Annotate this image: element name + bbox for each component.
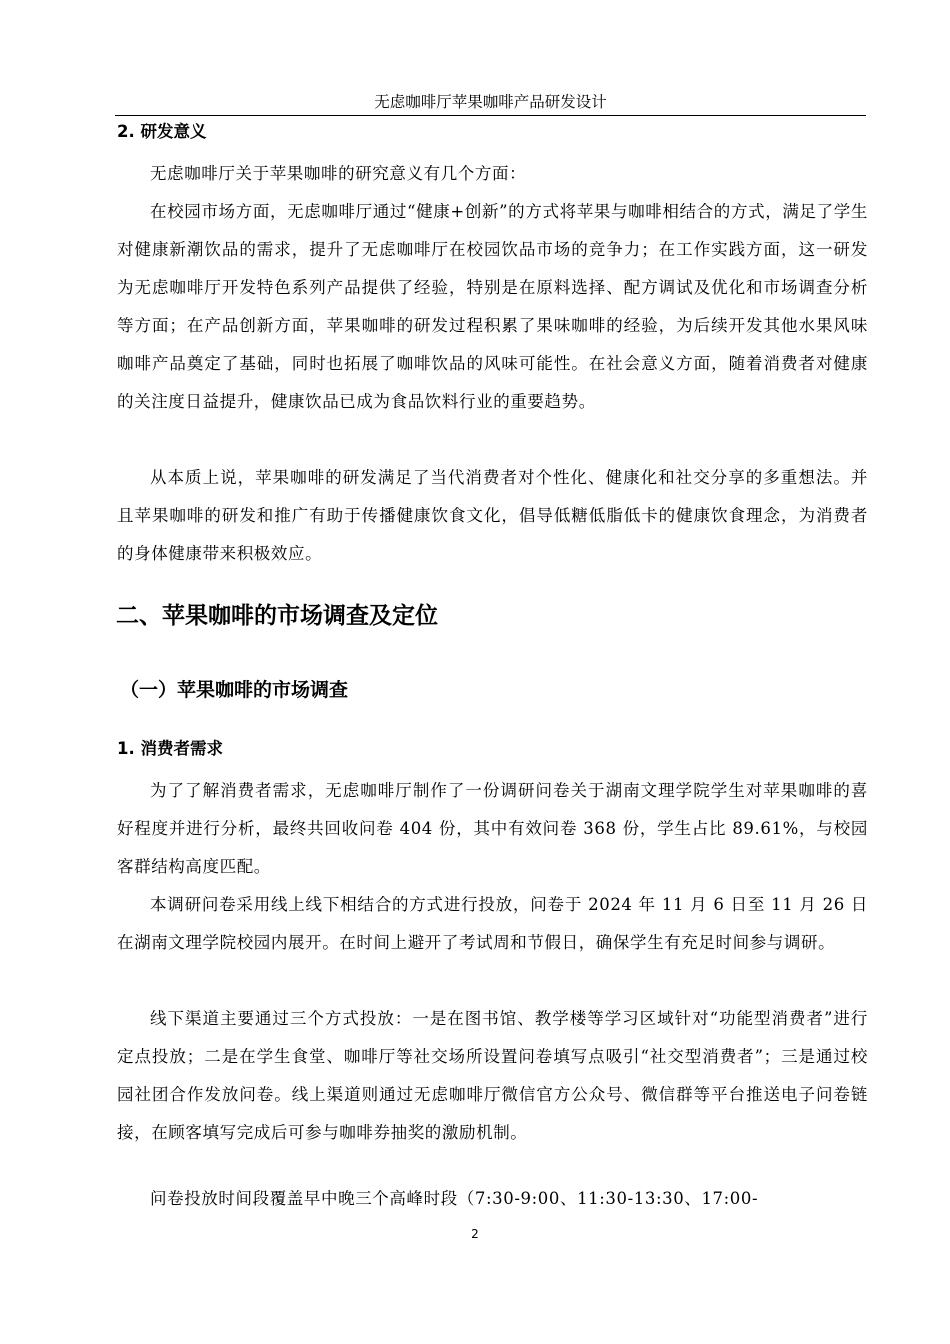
subchapter-heading: （一）苹果咖啡的市场调查 — [120, 679, 349, 701]
consumer-paragraph-channels: 线下渠道主要通过三个方式投放：一是在图书馆、教学楼等学习区域针对“功能型消费者”进行定点投放；二是在学生食堂、咖啡厅等社交场所设置问卷填写点吸引“社交型消费者”；三是通过校园社团合作发放问卷。线上渠道则通过无虑咖啡厅微信官方公众号、微信群等平台推送电子问卷链接，在顾客填写完成后可参与咖啡券抽奖的激励机制。 — [117, 1009, 868, 1142]
page-number: 2 — [471, 1227, 479, 1241]
consumer-demand-heading: 1. 消费者需求 — [117, 739, 223, 758]
page-header — [115, 90, 866, 116]
significance-heading: 2. 研发意义 — [117, 122, 207, 141]
significance-paragraph-intro: 无虑咖啡厅关于苹果咖啡的研究意义有几个方面： — [150, 164, 527, 183]
significance-paragraph-summary: 从本质上说，苹果咖啡的研发满足了当代消费者对个性化、健康化和社交分享的多重想法。并且苹果咖啡的研发和推广有助于传播健康饮食文化，倡导低糖低脂低卡的健康饮食理念，为消费者的身体健康带来积极效应。 — [117, 468, 868, 563]
header-title: 无虑咖啡厅苹果咖啡产品研发设计 — [374, 93, 607, 111]
chapter-heading: 二、苹果咖啡的市场调查及定位 — [116, 603, 438, 629]
consumer-paragraph-method: 本调研问卷采用线上线下相结合的方式进行投放，问卷于 2024 年 11 月 6 日至 11 月 26 日在湖南文理学院校园内展开。在时间上避开了考试周和节假日，确保学生有充足时间参与调研。 — [117, 895, 868, 952]
consumer-paragraph-timing: 问卷投放时间段覆盖早中晚三个高峰时段（7:30-9:00、11:30-13:30、17:00- — [150, 1189, 759, 1208]
significance-paragraph-main: 在校园市场方面，无虑咖啡厅通过“健康+创新”的方式将苹果与咖啡相结合的方式，满足了学生对健康新潮饮品的需求，提升了无虑咖啡厅在校园饮品市场的竞争力；在工作实践方面，这一研发为无虑咖啡厅开发特色系列产品提供了经验，特别是在原料选择、配方调试及优化和市场调查分析等方面；在产品创新方面，苹果咖啡的研发过程积累了果味咖啡的经验，为后续开发其他水果风味咖啡产品奠定了基础，同时也拓展了咖啡饮品的风味可能性。在社会意义方面，随着消费者对健康的关注度日益提升，健康饮品已成为食品饮料行业的重要趋势。 — [117, 202, 868, 411]
consumer-paragraph-survey: 为了了解消费者需求，无虑咖啡厅制作了一份调研问卷关于湖南文理学院学生对苹果咖啡的喜好程度并进行分析，最终共回收问卷 404 份，其中有效问卷 368 份，学生占比 89.61%，与校园客群结构高度匹配。 — [117, 781, 868, 876]
